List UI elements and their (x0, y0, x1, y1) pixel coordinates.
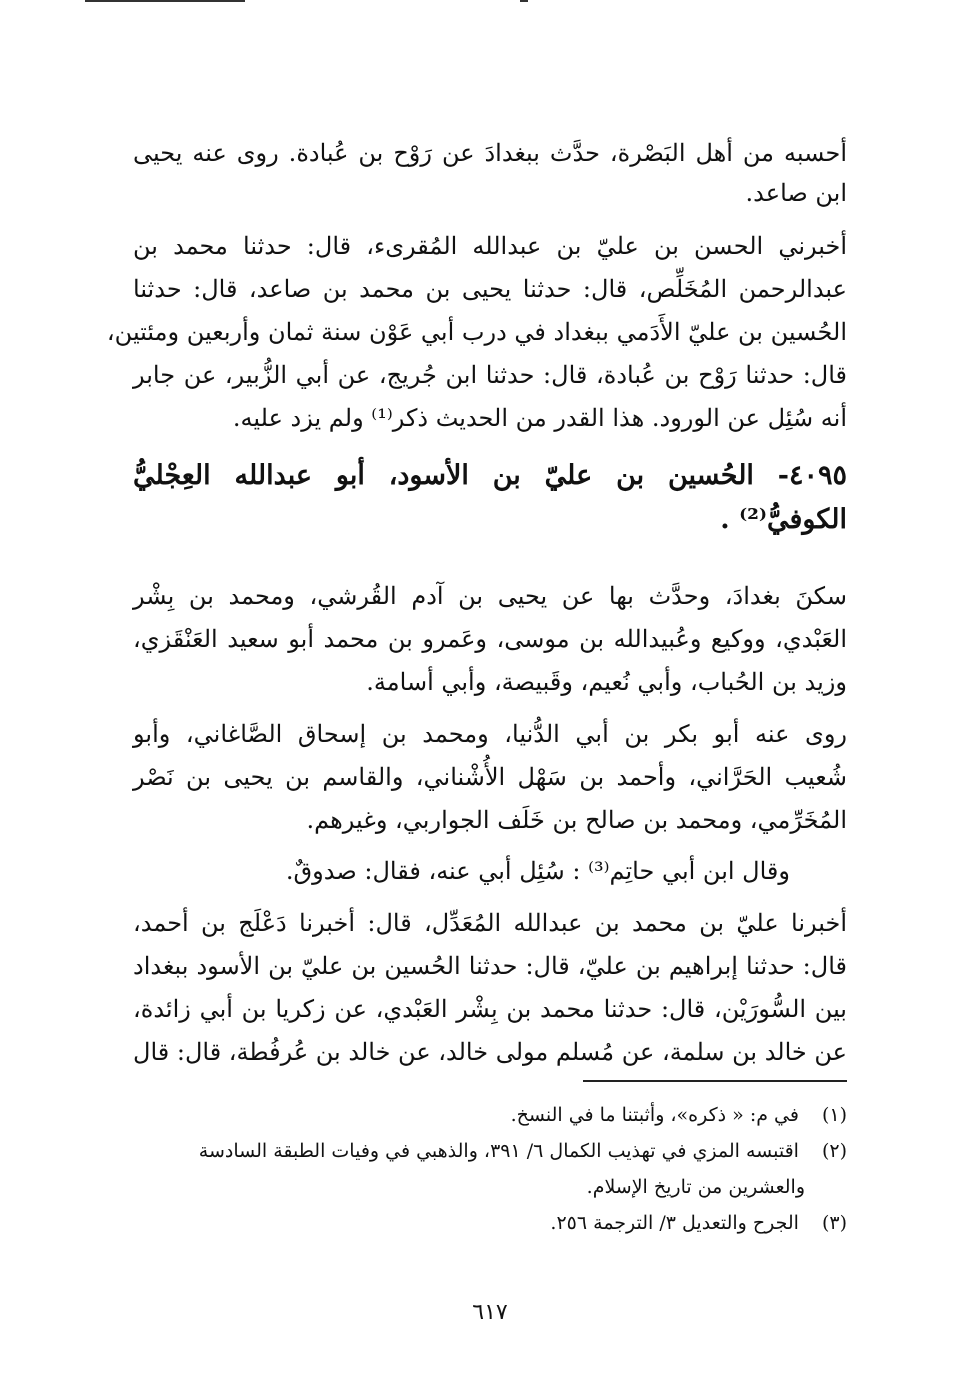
text-line: الحُسين بن عليّ الأَدَمي ببغداد في درب أبي عَوْن سنة ثمان وأربعين ومئتين، (106, 318, 847, 346)
footnote-2 (133, 1134, 847, 1168)
text-line: بين السُّورَيْن، قال: حدثنا محمد بن بِشْر العَبْدي، عن زكريا بن أبي زائدة، (133, 995, 847, 1023)
footnote-1 (133, 1098, 847, 1132)
entry-title: ٤٠٩٥- الحُسين بن عليّ بن الأسود، أبو عبدالله العِجْليُّ (133, 460, 847, 491)
scan-artifact-mark (520, 0, 528, 2)
text-line: العَبْدي، ووكيع وعُبيدالله بن موسى، وعَمرو بن محمد أبو سعيد العَنْقَزي، (133, 625, 847, 653)
footnote-text: اقتبسه المزي في تهذيب الكمال ٦/ ٣٩١، والذهبي في وفيات الطبقة السادسة (198, 1140, 799, 1162)
text-line: عن خالد بن سلمة، عن مُسلم مولى خالد، عن خالد بن عُرفُطة، قال: قال (133, 1038, 847, 1066)
text-line: عبدالرحمن المُخَلِّص، قال: حدثنا يحيى بن محمد بن صاعد، قال: حدثنا (133, 275, 847, 303)
text-line: سكنَ بغدادَ، وحدَّث بها عن يحيى بن آدم القُرشي، ومحمد بن بِشْر (133, 582, 847, 610)
footnote-separator (583, 1080, 847, 1082)
footnote-3 (133, 1206, 847, 1240)
text-line: أحسبه من أهل البَصْرة، حدَّث ببغدادَ عن رَوْح بن عُبادة. روى عنه يحيى (133, 139, 847, 167)
entry-title-continuation: الكوفيُّ⁽²⁾ . (720, 504, 847, 535)
text-line: أنه سُئِل عن الورود. هذا القدر من الحديث ذكر⁽¹⁾ ولم يزد عليه. (232, 404, 847, 432)
text-line: قال: حدثنا إبراهيم بن عليّ، قال: حدثنا الحُسين بن عليّ بن الأسود ببغداد (133, 952, 847, 980)
footnote-number: (١) (821, 1104, 847, 1126)
text-line: أخبرني الحسن بن عليّ بن عبدالله المُقرىء، قال: حدثنا محمد بن (133, 232, 847, 260)
text-line: شُعيب الحَرَّاني، وأحمد بن سَهْل الأُشْناني، والقاسم بن يحيى بن نَصْر (133, 763, 847, 791)
footnote-2-continuation: والعشرين من تاريخ الإسلام. (586, 1176, 805, 1198)
text-line: وقال ابن أبي حاتِم⁽³⁾ : سُئِل أبي عنه، فقال: صدوقٌ. (285, 857, 790, 885)
page-number: ٦١٧ (472, 1300, 508, 1325)
text-line: قال: حدثنا رَوْح بن عُبادة، قال: حدثنا ابن جُريج، عن أبي الزُّبير، عن جابر (133, 361, 847, 389)
footnote-text: في م: « ذكره»، وأثبتنا ما في النسخ. (510, 1104, 799, 1126)
footnote-number: (٢) (821, 1140, 847, 1162)
text-line: روى عنه أبو بكر بن أبي الدُّنيا، ومحمد بن إسحاق الصَّاغاني، وأبو (133, 720, 847, 748)
footnote-text: الجرح والتعديل ٣/ الترجمة ٢٥٦. (550, 1212, 799, 1234)
text-line: وزيد بن الحُباب، وأبي نُعيم، وقَبيصة، وأبي أسامة. (366, 668, 847, 696)
text-line: أخبرنا عليّ بن محمد بن عبدالله المُعَدِّل، قال: أخبرنا دَعْلَج بن أحمد، (133, 909, 847, 937)
footnote-number: (٣) (821, 1212, 847, 1234)
text-line: ابن صاعد. (745, 179, 847, 207)
scan-artifact-line (85, 0, 245, 2)
text-line: المُخَرِّمي، ومحمد بن صالح بن خَلَف الجواربي، وغيرهم. (306, 806, 847, 834)
